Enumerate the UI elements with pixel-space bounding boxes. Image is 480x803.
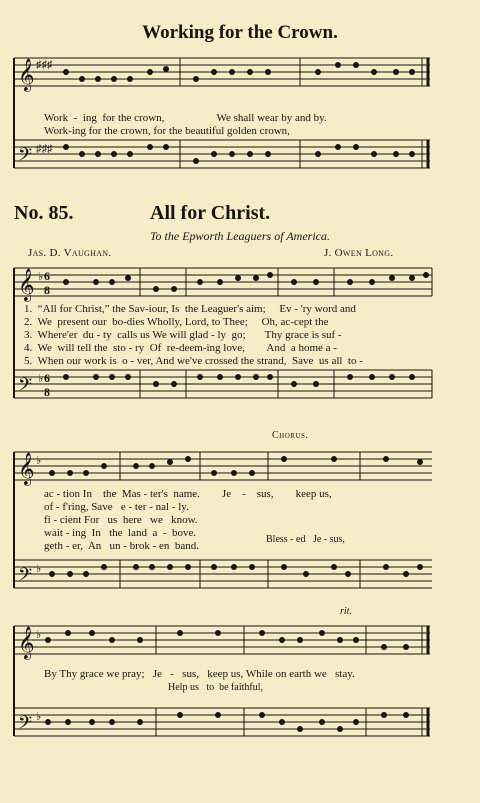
svg-text:8: 8 [44,283,50,297]
svg-text:6: 6 [44,269,50,283]
svg-text:𝄞: 𝄞 [18,626,35,659]
system2-line-5: geth - er, An un - brok - en band. [44,540,200,552]
system2-line-3: fi - cient For us here we know. [44,514,198,526]
svg-text:6: 6 [44,371,50,385]
svg-text:𝄞: 𝄞 [18,268,35,301]
bass-echo-blessed-jesus: Bless - ed Je - sus, [266,534,345,545]
chorus-label: Chorus. [272,430,309,441]
svg-text:𝄢: 𝄢 [18,375,33,400]
system2-line-2: of - f'ring, Save e - ter - nal - ly. [44,501,189,513]
svg-text:♯♯♯: ♯♯♯ [36,59,53,71]
verse-line-1: 1. “All for Christ,” the Sav-iour, Is the Leaguer's aim; Ev - 'ry word and [24,303,356,315]
svg-text:♭: ♭ [38,373,44,385]
system3-lyric-line: By Thy grace we pray; Je - sus, keep us, While on earth we stay. [44,668,355,680]
hymn1-lyric-line-1: Work - ing for the crown, We shall wear by and by. [44,112,327,124]
svg-text:𝄢: 𝄢 [18,145,33,170]
svg-text:𝄞: 𝄞 [18,58,35,91]
svg-text:♭: ♭ [36,711,42,723]
svg-text:𝄢: 𝄢 [18,565,33,590]
svg-text:♭: ♭ [36,629,42,641]
bass-echo-help-us: Help us to be faithful, [168,682,263,693]
verse-line-5: 5. When our work is o - ver, And we've crossed the strand, Save us all to - [24,355,363,367]
hymn-title-working-for-the-crown: Working for the Crown. [142,22,338,43]
svg-text:𝄢: 𝄢 [18,713,33,738]
svg-text:♭: ♭ [38,271,44,283]
system2-line-4: wait - ing In the land a - bove. [44,527,197,539]
svg-text:8: 8 [44,385,50,399]
svg-text:♭: ♭ [36,563,42,575]
lyricist-credit: Jas. D. Vaughan. [28,247,112,259]
verse-line-2: 2. We present our bo-dies Wholly, Lord, to Thee; Oh, ac-cept the [24,316,329,328]
tempo-mark-rit: rit. [340,606,352,617]
svg-text:♯♯♯: ♯♯♯ [36,143,53,155]
svg-text:♭: ♭ [36,455,42,467]
system2-line-1: ac - tion In the Mas - ter's name. Je - sus, keep us, [44,488,332,500]
composer-credit: J. Owen Long. [324,247,394,259]
hymn-title-all-for-christ: All for Christ. [150,202,271,224]
verse-line-3: 3. Where'er du - ty calls us We will glad - ly go; Thy grace is suf - [24,329,342,341]
svg-text:𝄞: 𝄞 [18,452,35,485]
dedication: To the Epworth Leaguers of America. [149,229,330,243]
verse-line-4: 4. We will tell the sto - ry Of re-deem-ing love, And a home a - [24,342,337,354]
hymn1-lyric-line-2: Work-ing for the crown, for the beautiful golden crown, [44,125,290,137]
music-staff-system-4 [0,612,480,782]
hymn-number: No. 85. [14,202,74,224]
